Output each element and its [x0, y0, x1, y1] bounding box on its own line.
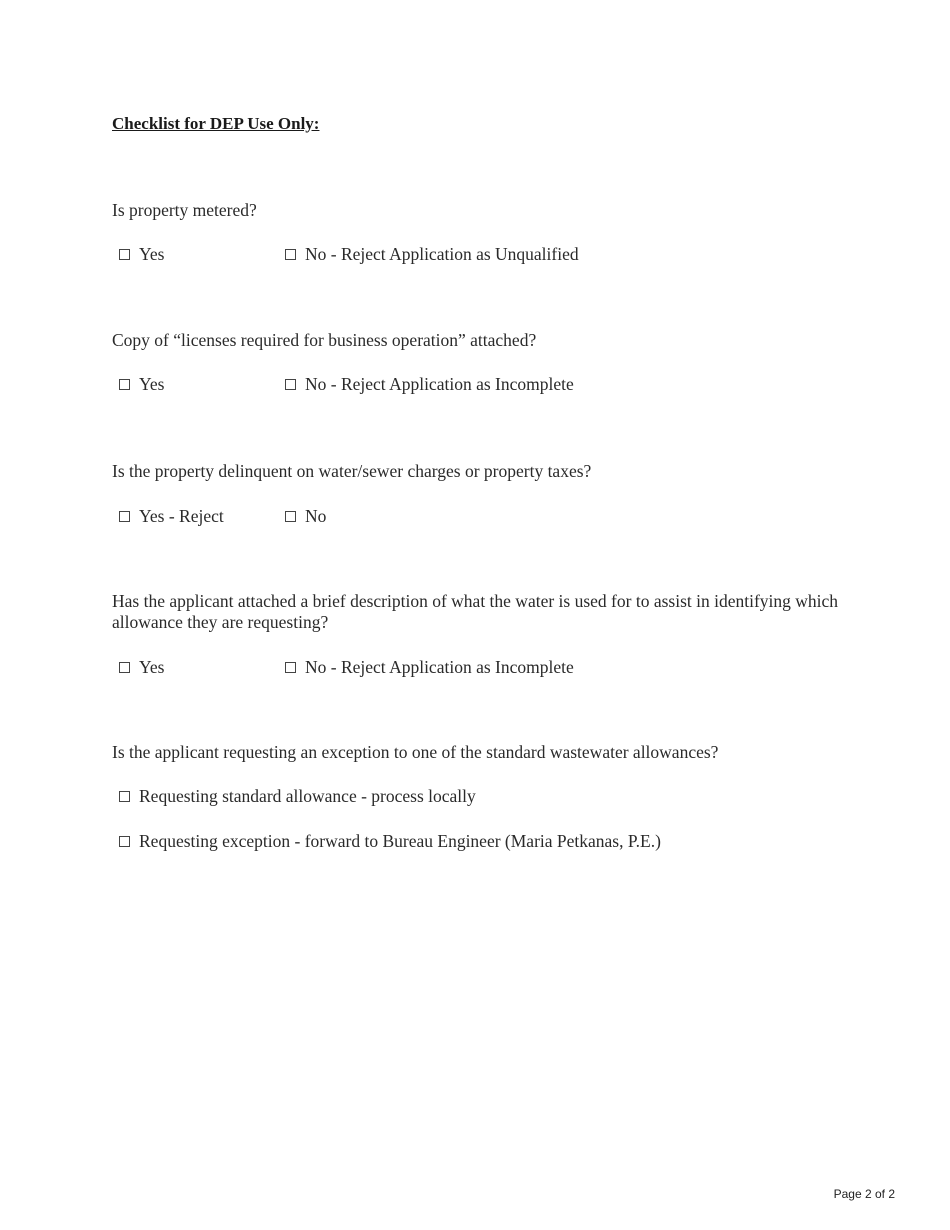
option-request-exception[interactable] — [119, 831, 661, 852]
question-delinquent: Is the property delinquent on water/sewer charges or property taxes? — [112, 461, 592, 481]
option-label: Requesting standard allowance - process locally — [139, 786, 476, 806]
checkbox[interactable] — [119, 249, 130, 260]
question-description: Has the applicant attached a brief description of what the water is used for to assist in identifying which allowance they are requesting? — [112, 591, 839, 632]
option-metered-no[interactable] — [285, 244, 579, 265]
option-delinquent-no[interactable] — [285, 506, 326, 527]
option-label: Requesting exception - forward to Bureau Engineer (Maria Petkanas, P.E.) — [139, 831, 661, 851]
option-licenses-yes[interactable] — [119, 374, 164, 395]
option-label: Yes - Reject — [139, 506, 224, 526]
question-exception: Is the applicant requesting an exception to one of the standard wastewater allowances? — [112, 742, 719, 762]
checkbox[interactable] — [285, 379, 296, 390]
option-description-yes[interactable] — [119, 657, 164, 678]
option-label: Yes — [139, 374, 165, 394]
checkbox[interactable] — [285, 511, 296, 522]
option-delinquent-yes[interactable] — [119, 506, 224, 527]
checkbox[interactable] — [285, 249, 296, 260]
option-label: No - Reject Application as Unqualified — [305, 244, 579, 264]
checkbox[interactable] — [119, 791, 130, 802]
option-label: No - Reject Application as Incomplete — [305, 657, 574, 677]
checkbox[interactable] — [119, 511, 130, 522]
option-label: No — [305, 506, 327, 526]
option-description-no[interactable] — [285, 657, 574, 678]
option-metered-yes[interactable] — [119, 244, 164, 265]
checkbox[interactable] — [119, 379, 130, 390]
checkbox[interactable] — [119, 836, 130, 847]
option-label: Yes — [139, 244, 165, 264]
checkbox[interactable] — [119, 662, 130, 673]
option-standard-allowance[interactable] — [119, 786, 476, 807]
page-number: Page 2 of 2 — [833, 1187, 895, 1201]
option-licenses-no[interactable] — [285, 374, 574, 395]
checklist-heading: Checklist for DEP Use Only: — [112, 114, 320, 133]
option-label: Yes — [139, 657, 165, 677]
question-licenses: Copy of “licenses required for business operation” attached? — [112, 330, 537, 350]
option-label: No - Reject Application as Incomplete — [305, 374, 574, 394]
checkbox[interactable] — [285, 662, 296, 673]
question-metered: Is property metered? — [112, 200, 257, 220]
